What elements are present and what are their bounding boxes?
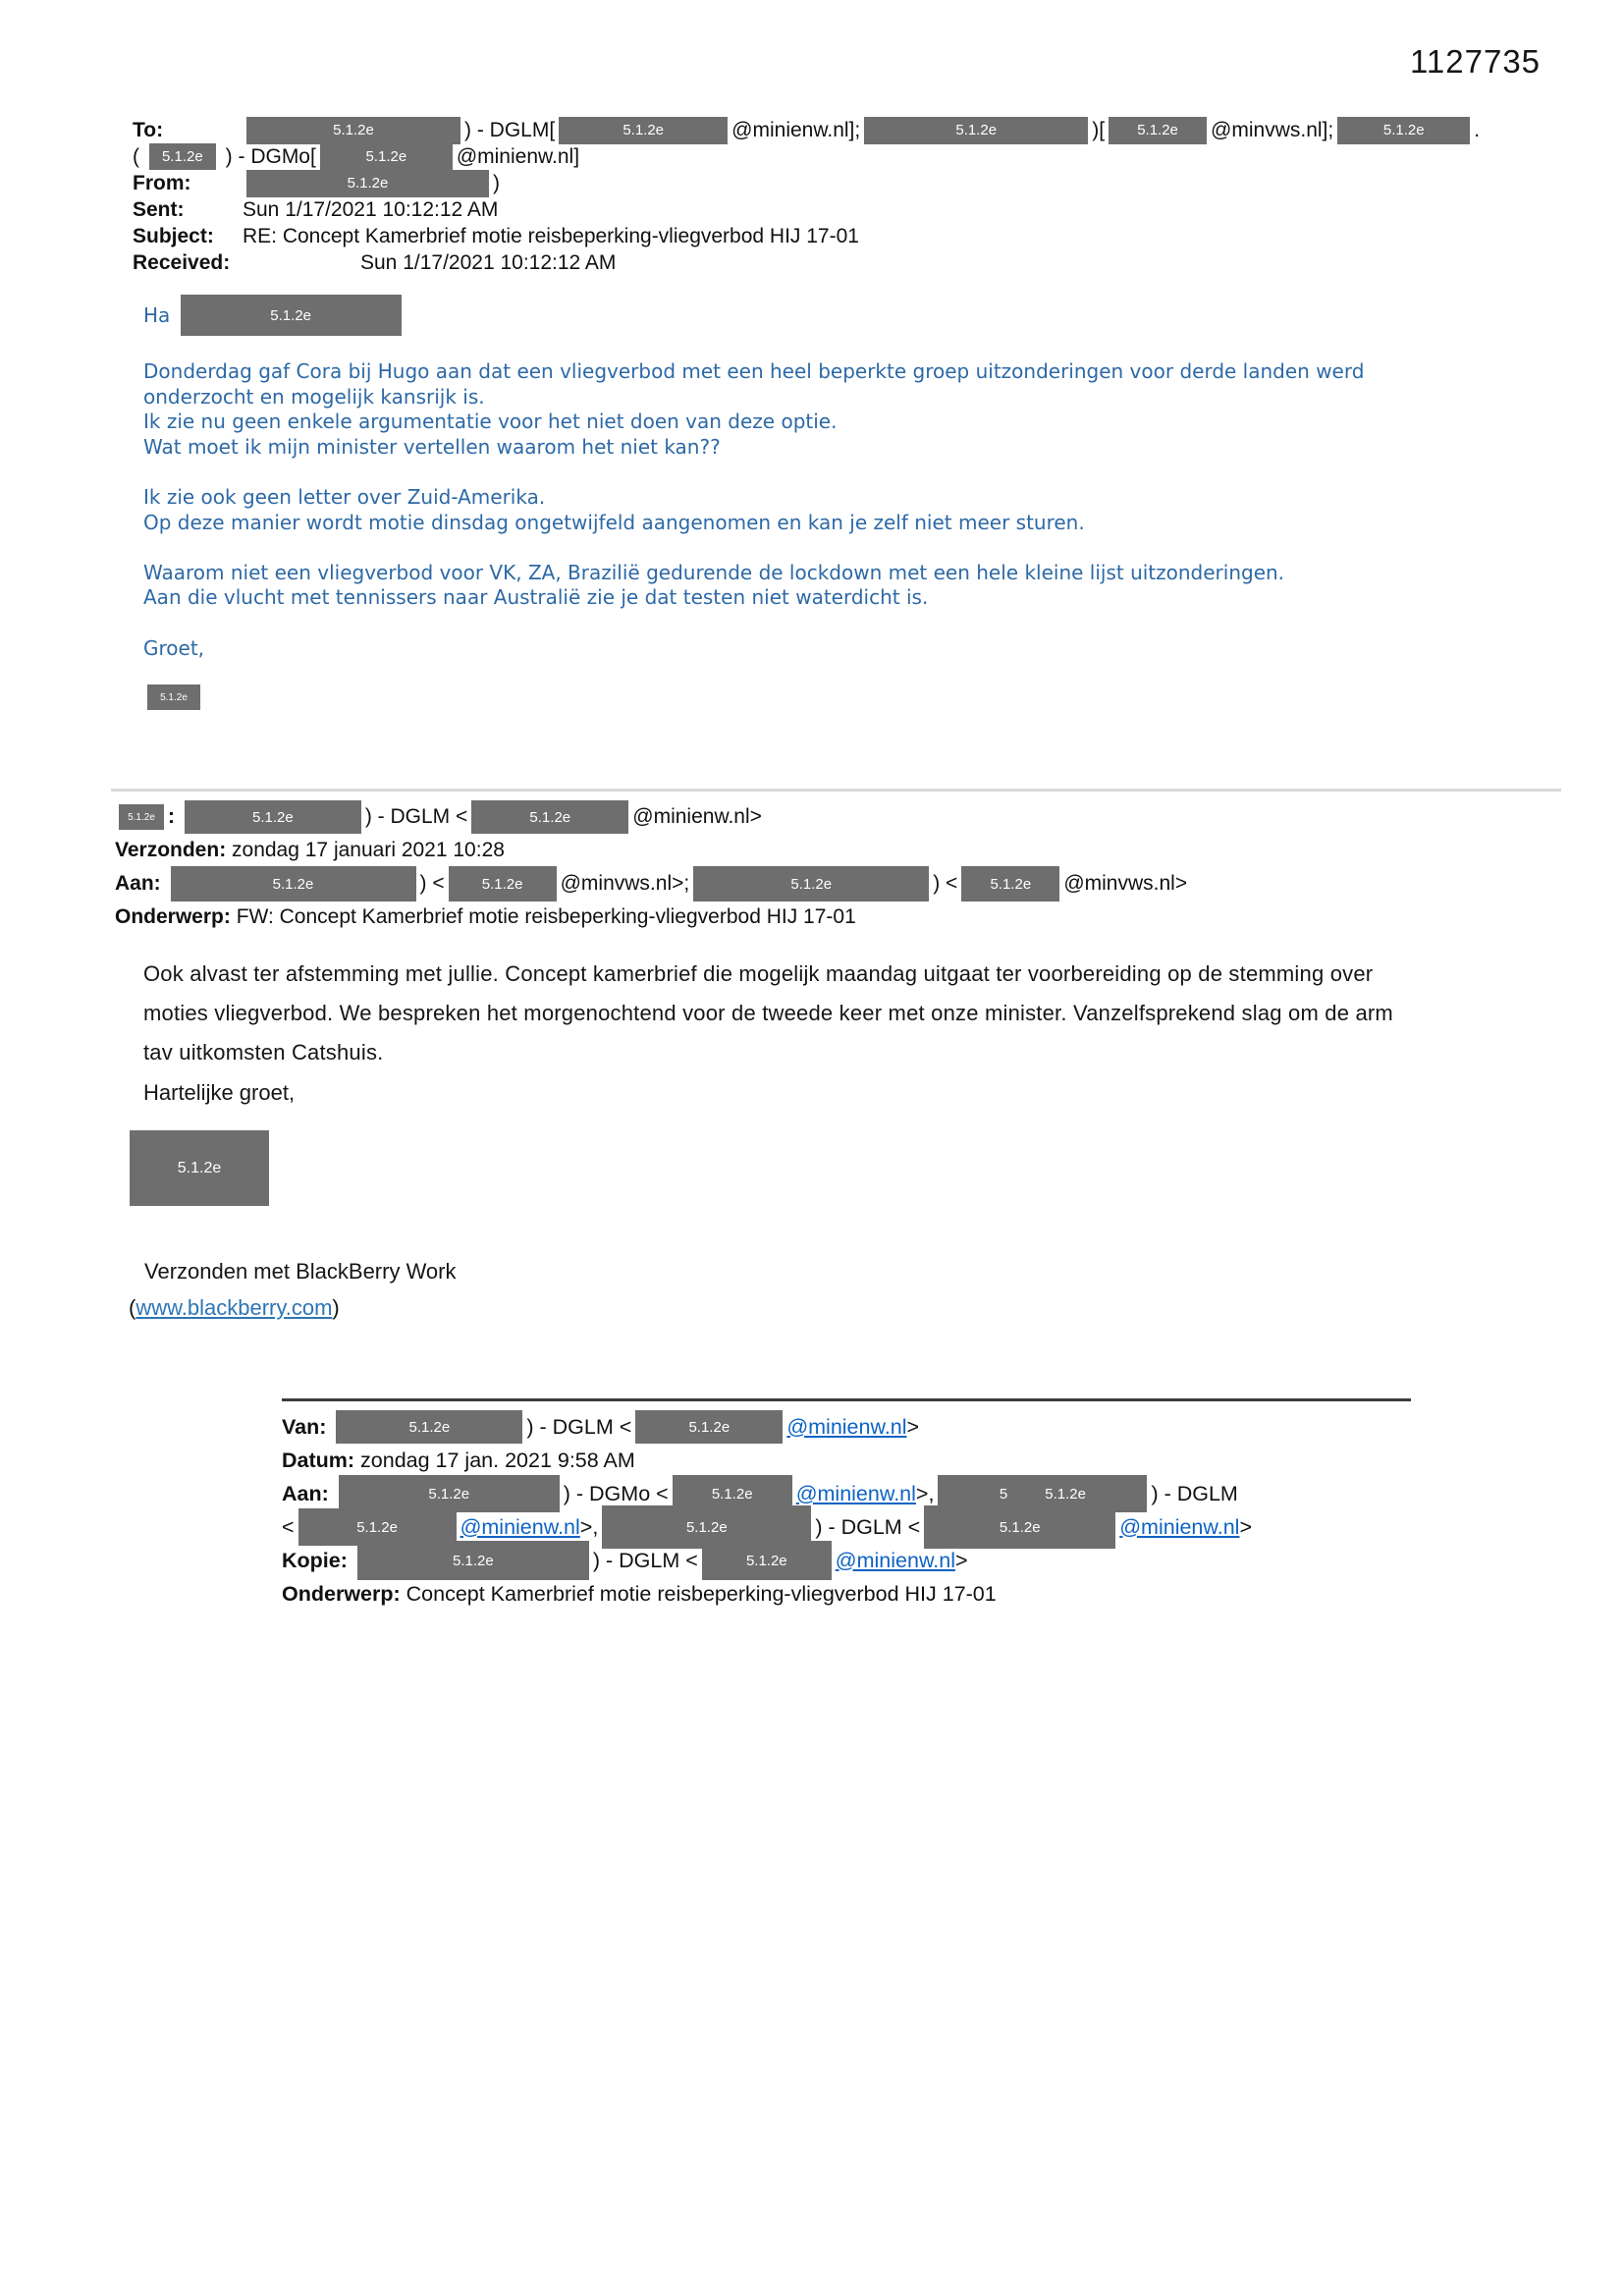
text-run: RE: Concept Kamerbrief motie reisbeperking-vliegverbod HIJ 17-01 xyxy=(243,224,859,247)
header-line-to-1 xyxy=(133,117,1586,143)
redaction-box xyxy=(336,1410,522,1444)
redaction-box xyxy=(181,295,402,336)
redaction-box xyxy=(130,1130,269,1206)
header-line-subject xyxy=(133,223,1586,249)
text-run: @minienw.nl] xyxy=(456,144,580,168)
text-run: @minienw.nl]; xyxy=(731,118,861,141)
redaction-label: 5.1.2e xyxy=(453,1552,494,1569)
redaction-box xyxy=(559,117,728,144)
text-run: ) - DGMo[ xyxy=(219,144,316,168)
field-label: Aan: xyxy=(282,1481,329,1505)
redaction-box xyxy=(185,800,361,834)
text-run: Sun 1/17/2021 10:12:12 AM xyxy=(360,250,617,274)
redaction-label: 5 xyxy=(999,1485,1008,1503)
field-label: Datum: xyxy=(282,1448,355,1472)
redaction-label: 5.1.2e xyxy=(990,875,1032,893)
redaction-box xyxy=(171,866,416,902)
redaction-box xyxy=(693,866,929,902)
text-run: > xyxy=(955,1548,968,1572)
text-run xyxy=(329,1482,335,1506)
header-line-verzonden xyxy=(115,834,1187,867)
body-line: Groet, xyxy=(143,635,205,660)
redaction-label: 5.1.2e xyxy=(161,148,203,165)
header-line-onderwerp xyxy=(115,901,1187,934)
email-body-blue xyxy=(143,359,1364,661)
text-run: ) < xyxy=(933,872,958,895)
body-line: Ik zie ook geen letter over Zuid-Amerika. xyxy=(143,484,546,509)
signature-redaction-block xyxy=(126,1130,273,1206)
text-run: FW: Concept Kamerbrief motie reisbeperking-vliegverbod HIJ 17-01 xyxy=(230,905,856,928)
redaction-label: 5.1.2e xyxy=(1045,1485,1086,1503)
redaction-label: 5.1.2e xyxy=(711,1485,753,1503)
field-label: : xyxy=(168,805,175,828)
text-run: Sun 1/17/2021 10:12:12 AM xyxy=(243,197,499,221)
redaction-label: 5.1.2e xyxy=(481,875,523,893)
redaction-box xyxy=(1337,117,1470,144)
header-line-aan-2 xyxy=(282,1510,1411,1544)
redaction-box xyxy=(961,866,1059,902)
greeting-line xyxy=(143,293,406,338)
text-run: >, xyxy=(915,1481,935,1505)
redaction-box xyxy=(246,117,460,144)
signature-redaction-small xyxy=(143,684,204,710)
redaction-label: 5.1.2e xyxy=(955,122,998,138)
field-label: Van: xyxy=(282,1414,327,1439)
email-link[interactable]: @minienw.nl xyxy=(835,1548,956,1572)
text-run: @minvws.nl]; xyxy=(1211,118,1334,141)
redaction-label: 5.1.2e xyxy=(1137,122,1178,138)
closing-line: Hartelijke groet, xyxy=(143,1080,296,1105)
body-line: Ook alvast ter afstemming met jullie. Concept kamerbrief die mogelijk maandag uitgaat ter voorbereiding op de stemming over xyxy=(143,961,1374,986)
body-line xyxy=(143,535,1364,561)
text-run: zondag 17 januari 2021 10:28 xyxy=(226,839,505,861)
text-run: ( xyxy=(129,1295,136,1320)
redaction-box xyxy=(924,1505,1115,1549)
text-run: Ha xyxy=(143,303,177,327)
text-run: > xyxy=(1239,1514,1253,1539)
section-divider xyxy=(111,789,1561,792)
header-line-aan xyxy=(115,867,1187,901)
text-run: ) xyxy=(493,171,500,194)
redaction-box xyxy=(320,143,453,171)
redaction-label: 5.1.2e xyxy=(1382,122,1425,138)
redaction-box xyxy=(357,1541,589,1580)
email-header-outlook xyxy=(133,117,1586,276)
email-link[interactable]: @minienw.nl xyxy=(460,1514,580,1539)
body-line: Waarom niet een vliegverbod voor VK, ZA, Brazilië gedurende de lockdown met een hele kleine lijst uitzonderingen. xyxy=(143,560,1285,584)
redaction-box xyxy=(449,866,557,902)
text-run: ) - DGLM xyxy=(1151,1481,1238,1505)
redaction-label: 5.1.2e xyxy=(356,1518,398,1536)
quoted-email-body xyxy=(143,955,1393,1072)
text-run: > xyxy=(906,1414,920,1439)
header-line-van-redacted xyxy=(115,800,1187,834)
field-label: Onderwerp: xyxy=(282,1581,401,1606)
field-label: Aan: xyxy=(115,872,161,895)
body-line xyxy=(143,611,1364,636)
redaction-label: 5.1.2e xyxy=(529,808,571,826)
email-link[interactable]: @minienw.nl xyxy=(786,1414,907,1439)
blackberry-sent-line: Verzonden met BlackBerry Work xyxy=(144,1259,457,1284)
body-line: onderzocht en mogelijk kansrijk is. xyxy=(143,384,485,409)
redaction-label: 5.1.2e xyxy=(685,1518,728,1536)
blackberry-link-line xyxy=(129,1291,340,1325)
text-run: ) - DGLM[ xyxy=(464,118,556,141)
text-run: Concept Kamerbrief motie reisbeperking-vliegverbod HIJ 17-01 xyxy=(400,1581,997,1606)
header-line-van xyxy=(282,1410,1411,1444)
body-line: Aan die vlucht met tennissers naar Australië zie je dat testen niet waterdicht is. xyxy=(143,585,929,610)
header-line-received xyxy=(133,249,1586,276)
text-run: ) - DGLM < xyxy=(526,1414,632,1439)
text-run xyxy=(161,872,167,896)
body-line: Op deze manier wordt motie dinsdag ongetwijfeld aangenomen en kan je zelf niet meer sturen. xyxy=(143,510,1085,534)
text-run: ( xyxy=(133,144,145,168)
text-run: >, xyxy=(579,1514,599,1539)
field-label: Sent: xyxy=(133,197,185,221)
email-link[interactable]: @minienw.nl xyxy=(1119,1514,1240,1539)
body-line: Donderdag gaf Cora bij Hugo aan dat een vliegverbod met een heel beperkte groep uitzonderingen voor derde landen werd xyxy=(143,359,1365,383)
field-label: To: xyxy=(133,118,164,141)
redaction-label: 5.1.2e xyxy=(365,148,407,165)
redaction-box xyxy=(702,1541,832,1580)
redaction-label: 5.1.2e xyxy=(623,122,665,138)
redaction-label: 5.1.2e xyxy=(251,808,294,826)
field-label: Onderwerp: xyxy=(115,905,231,928)
text-run xyxy=(348,1549,353,1573)
redaction-box xyxy=(149,143,216,170)
redaction-box xyxy=(864,117,1088,144)
field-label: Verzonden: xyxy=(115,839,227,861)
text-run: < xyxy=(282,1514,295,1539)
quoted-email-header xyxy=(115,800,1187,934)
field-label: Subject: xyxy=(133,224,214,247)
text-run: . xyxy=(1474,118,1481,141)
header-line-to-2 xyxy=(133,143,1586,170)
body-line xyxy=(143,460,1364,485)
redaction-box xyxy=(147,684,200,710)
text-run: ) - DGLM < xyxy=(364,805,468,828)
redaction-box xyxy=(471,800,628,834)
text-run: )[ xyxy=(1092,118,1106,141)
field-label: From: xyxy=(133,171,191,194)
text-run xyxy=(175,805,181,829)
forwarded-email-header xyxy=(282,1398,1411,1611)
redaction-label: 5.1.2e xyxy=(177,1159,222,1176)
body-line: Wat moet ik mijn minister vertellen waarom het niet kan?? xyxy=(143,434,721,459)
redaction-label: 5.1.2e xyxy=(408,1418,451,1436)
text-run: ) < xyxy=(419,872,445,895)
field-label: Received: xyxy=(133,250,231,274)
text-run: ) - DGMo < xyxy=(563,1481,669,1505)
header-line-datum xyxy=(282,1444,1411,1477)
header-line-aan-1 xyxy=(282,1477,1411,1510)
email-link[interactable]: @minienw.nl xyxy=(795,1481,916,1505)
email-link[interactable]: www.blackberry.com xyxy=(135,1295,333,1320)
text-run: ) - DGLM < xyxy=(815,1514,921,1539)
header-line-kopie xyxy=(282,1544,1411,1577)
text-run: @minvws.nl> xyxy=(1063,872,1188,895)
text-run: ) - DGLM < xyxy=(592,1548,698,1572)
redaction-label: 5.1.2e xyxy=(688,1418,731,1436)
text-run: @minvws.nl>; xyxy=(560,872,690,895)
redaction-box xyxy=(1109,117,1207,144)
redaction-label: 5.1.2e xyxy=(745,1552,787,1569)
body-line: Ik zie nu geen enkele argumentatie voor het niet doen van deze optie. xyxy=(143,410,838,434)
text-run: zondag 17 jan. 2021 9:58 AM xyxy=(354,1448,635,1472)
redaction-label: 5.1.2e xyxy=(160,691,188,703)
header-line-sent xyxy=(133,196,1586,223)
redaction-label: 5.1.2e xyxy=(347,175,389,191)
redaction-label: 5.1.2e xyxy=(428,1485,470,1503)
text-run: ) xyxy=(332,1295,340,1320)
redaction-box xyxy=(119,804,164,830)
redaction-label: 5.1.2e xyxy=(999,1518,1041,1536)
body-line: moties vliegverbod. We bespreken het morgenochtend voor de tweede keer met onze minister. Vanzelfsprekend slag om de arm xyxy=(143,1001,1393,1025)
redaction-label: 5.1.2e xyxy=(272,875,314,893)
body-line: tav uitkomsten Catshuis. xyxy=(143,1040,384,1065)
text-run xyxy=(326,1415,332,1440)
redaction-box xyxy=(246,170,489,197)
field-label: Kopie: xyxy=(282,1548,348,1572)
redaction-box xyxy=(339,1475,560,1512)
document-number: 1127735 xyxy=(1410,43,1542,80)
text-run: @minienw.nl> xyxy=(632,805,762,828)
redaction-box xyxy=(635,1410,783,1444)
redaction-label: 5.1.2e xyxy=(270,306,312,324)
header-line-from xyxy=(133,170,1586,196)
redaction-label: 5.1.2e xyxy=(333,122,374,138)
header-line-onderwerp xyxy=(282,1577,1411,1611)
redaction-label: 5.1.2e xyxy=(790,875,833,893)
redaction-label: 5.1.2e xyxy=(128,811,155,823)
